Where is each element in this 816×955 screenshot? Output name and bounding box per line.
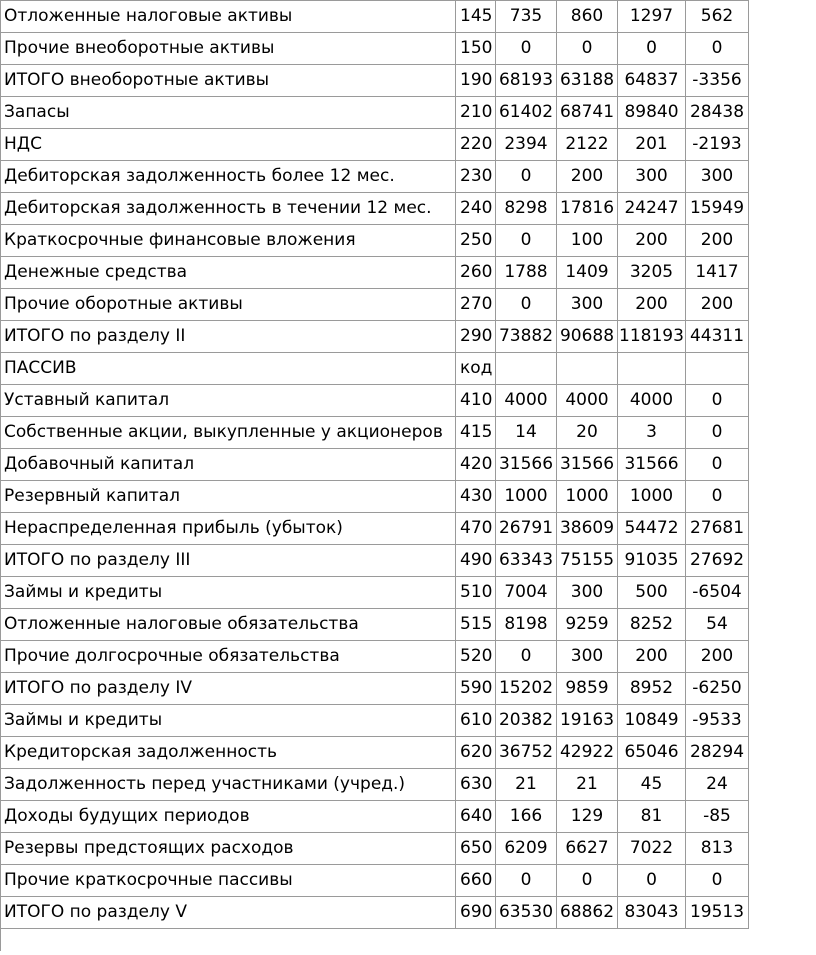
value-cell-2: 6627: [557, 833, 618, 865]
value-cell-3: 83043: [618, 897, 686, 929]
table-row: [1, 257, 749, 289]
row-code: 290: [456, 321, 496, 353]
value-cell-1: 7004: [496, 577, 557, 609]
table-row: [1, 545, 749, 577]
table-row: [1, 417, 749, 449]
row-label: НДС: [1, 129, 456, 161]
table-row: [1, 161, 749, 193]
value-cell-3: 91035: [618, 545, 686, 577]
value-cell-4: 28438: [686, 97, 749, 129]
value-cell-2: 68741: [557, 97, 618, 129]
value-cell-2: 63188: [557, 65, 618, 97]
value-cell-3: 31566: [618, 449, 686, 481]
empty-row: [1, 929, 749, 952]
value-cell-4: 27692: [686, 545, 749, 577]
value-cell-4: 0: [686, 385, 749, 417]
value-cell-2: 300: [557, 577, 618, 609]
value-cell-2: 300: [557, 641, 618, 673]
value-cell-4: 300: [686, 161, 749, 193]
row-label: Запасы: [1, 97, 456, 129]
value-cell-1: 8298: [496, 193, 557, 225]
table-row: [1, 769, 749, 801]
row-label: Добавочный капитал: [1, 449, 456, 481]
value-cell-4: 562: [686, 1, 749, 33]
value-cell-4: 200: [686, 289, 749, 321]
row-code: 230: [456, 161, 496, 193]
row-code: 470: [456, 513, 496, 545]
value-cell-3: 4000: [618, 385, 686, 417]
empty-cell: [618, 929, 686, 952]
row-label: ИТОГО по разделу III: [1, 545, 456, 577]
value-cell-4: 813: [686, 833, 749, 865]
table-row: [1, 641, 749, 673]
row-label: Дебиторская задолженность в течении 12 мес.: [1, 193, 456, 225]
table-row: [1, 609, 749, 641]
value-cell-2: 100: [557, 225, 618, 257]
value-cell-4: 28294: [686, 737, 749, 769]
row-code: 190: [456, 65, 496, 97]
value-cell-1: 6209: [496, 833, 557, 865]
value-cell-2: 0: [557, 865, 618, 897]
value-cell-3: 300: [618, 161, 686, 193]
value-cell-2: 300: [557, 289, 618, 321]
table-row: [1, 449, 749, 481]
row-label: ИТОГО внеоборотные активы: [1, 65, 456, 97]
value-cell-3: [618, 353, 686, 385]
table-row: [1, 801, 749, 833]
row-code: 250: [456, 225, 496, 257]
row-label: Денежные средства: [1, 257, 456, 289]
empty-cell: [557, 929, 618, 952]
row-label: Задолженность перед участниками (учред.): [1, 769, 456, 801]
table-row: [1, 481, 749, 513]
value-cell-1: 4000: [496, 385, 557, 417]
value-cell-2: 75155: [557, 545, 618, 577]
value-cell-3: 81: [618, 801, 686, 833]
row-code: 145: [456, 1, 496, 33]
value-cell-4: 0: [686, 417, 749, 449]
value-cell-4: -2193: [686, 129, 749, 161]
row-label: Отложенные налоговые активы: [1, 1, 456, 33]
table-row: [1, 737, 749, 769]
row-code: 515: [456, 609, 496, 641]
value-cell-3: 3: [618, 417, 686, 449]
row-code: 410: [456, 385, 496, 417]
table-row: [1, 65, 749, 97]
value-cell-3: 65046: [618, 737, 686, 769]
row-code: 660: [456, 865, 496, 897]
row-label: ПАССИВ: [1, 353, 456, 385]
value-cell-1: 0: [496, 641, 557, 673]
table-row: [1, 193, 749, 225]
value-cell-2: 860: [557, 1, 618, 33]
value-cell-4: -6504: [686, 577, 749, 609]
row-code: 415: [456, 417, 496, 449]
empty-cell: [1, 929, 456, 952]
row-label: Дебиторская задолженность более 12 мес.: [1, 161, 456, 193]
row-code: 610: [456, 705, 496, 737]
value-cell-3: 201: [618, 129, 686, 161]
row-code: 620: [456, 737, 496, 769]
value-cell-2: 1000: [557, 481, 618, 513]
value-cell-3: 8252: [618, 609, 686, 641]
value-cell-4: 0: [686, 449, 749, 481]
value-cell-4: 54: [686, 609, 749, 641]
value-cell-1: 0: [496, 865, 557, 897]
row-code: код: [456, 353, 496, 385]
value-cell-2: 20: [557, 417, 618, 449]
value-cell-1: 0: [496, 33, 557, 65]
value-cell-1: 735: [496, 1, 557, 33]
value-cell-2: 0: [557, 33, 618, 65]
value-cell-4: 24: [686, 769, 749, 801]
value-cell-3: 54472: [618, 513, 686, 545]
row-label: Собственные акции, выкупленные у акционеров: [1, 417, 456, 449]
value-cell-3: 1000: [618, 481, 686, 513]
row-label: Краткосрочные финансовые вложения: [1, 225, 456, 257]
row-label: Займы и кредиты: [1, 577, 456, 609]
value-cell-2: 38609: [557, 513, 618, 545]
value-cell-2: 2122: [557, 129, 618, 161]
row-code: 690: [456, 897, 496, 929]
value-cell-2: 200: [557, 161, 618, 193]
value-cell-2: 42922: [557, 737, 618, 769]
value-cell-1: 0: [496, 161, 557, 193]
value-cell-1: 20382: [496, 705, 557, 737]
value-cell-1: 14: [496, 417, 557, 449]
row-code: 220: [456, 129, 496, 161]
row-code: 520: [456, 641, 496, 673]
row-code: 650: [456, 833, 496, 865]
table-row: [1, 513, 749, 545]
row-label: Кредиторская задолженность: [1, 737, 456, 769]
value-cell-4: -85: [686, 801, 749, 833]
empty-cell: [496, 929, 557, 952]
value-cell-1: 2394: [496, 129, 557, 161]
value-cell-3: 10849: [618, 705, 686, 737]
row-label: Прочие долгосрочные обязательства: [1, 641, 456, 673]
value-cell-4: -6250: [686, 673, 749, 705]
row-label: Доходы будущих периодов: [1, 801, 456, 833]
value-cell-3: 24247: [618, 193, 686, 225]
value-cell-3: 3205: [618, 257, 686, 289]
value-cell-3: 1297: [618, 1, 686, 33]
value-cell-2: [557, 353, 618, 385]
row-label: Прочие внеоборотные активы: [1, 33, 456, 65]
table-body: [1, 1, 749, 952]
row-label: Отложенные налоговые обязательства: [1, 609, 456, 641]
row-code: 640: [456, 801, 496, 833]
value-cell-2: 129: [557, 801, 618, 833]
table-row: [1, 705, 749, 737]
value-cell-1: 21: [496, 769, 557, 801]
row-code: 210: [456, 97, 496, 129]
value-cell-2: 9259: [557, 609, 618, 641]
value-cell-3: 200: [618, 289, 686, 321]
value-cell-1: 36752: [496, 737, 557, 769]
value-cell-1: [496, 353, 557, 385]
value-cell-3: 0: [618, 865, 686, 897]
row-code: 270: [456, 289, 496, 321]
value-cell-4: 200: [686, 225, 749, 257]
row-label: Прочие оборотные активы: [1, 289, 456, 321]
row-code: 630: [456, 769, 496, 801]
table-row: [1, 289, 749, 321]
table-row: [1, 897, 749, 929]
row-code: 490: [456, 545, 496, 577]
table-row: [1, 1, 749, 33]
empty-cell: [686, 929, 749, 952]
value-cell-1: 0: [496, 225, 557, 257]
value-cell-1: 68193: [496, 65, 557, 97]
value-cell-4: [686, 353, 749, 385]
table-row: [1, 97, 749, 129]
value-cell-3: 0: [618, 33, 686, 65]
table-row: [1, 385, 749, 417]
table-row: [1, 865, 749, 897]
value-cell-2: 31566: [557, 449, 618, 481]
value-cell-3: 45: [618, 769, 686, 801]
value-cell-4: 0: [686, 865, 749, 897]
value-cell-3: 89840: [618, 97, 686, 129]
value-cell-2: 19163: [557, 705, 618, 737]
row-code: 590: [456, 673, 496, 705]
table-row: [1, 129, 749, 161]
row-code: 240: [456, 193, 496, 225]
value-cell-3: 500: [618, 577, 686, 609]
value-cell-1: 63343: [496, 545, 557, 577]
value-cell-4: 0: [686, 33, 749, 65]
value-cell-4: 0: [686, 481, 749, 513]
table-row: [1, 33, 749, 65]
value-cell-4: 44311: [686, 321, 749, 353]
value-cell-4: -9533: [686, 705, 749, 737]
value-cell-1: 1788: [496, 257, 557, 289]
value-cell-3: 200: [618, 641, 686, 673]
value-cell-4: -3356: [686, 65, 749, 97]
value-cell-1: 63530: [496, 897, 557, 929]
value-cell-3: 118193: [618, 321, 686, 353]
row-label: Нераспределенная прибыль (убыток): [1, 513, 456, 545]
value-cell-3: 200: [618, 225, 686, 257]
row-code: 150: [456, 33, 496, 65]
table-row: [1, 577, 749, 609]
value-cell-1: 31566: [496, 449, 557, 481]
table-row: [1, 353, 749, 385]
row-code: 510: [456, 577, 496, 609]
value-cell-3: 7022: [618, 833, 686, 865]
value-cell-4: 19513: [686, 897, 749, 929]
value-cell-2: 17816: [557, 193, 618, 225]
value-cell-1: 26791: [496, 513, 557, 545]
row-code: 420: [456, 449, 496, 481]
value-cell-2: 1409: [557, 257, 618, 289]
value-cell-2: 21: [557, 769, 618, 801]
value-cell-3: 64837: [618, 65, 686, 97]
row-label: Резервы предстоящих расходов: [1, 833, 456, 865]
row-code: 260: [456, 257, 496, 289]
value-cell-3: 8952: [618, 673, 686, 705]
value-cell-1: 1000: [496, 481, 557, 513]
value-cell-2: 68862: [557, 897, 618, 929]
value-cell-1: 166: [496, 801, 557, 833]
row-label: ИТОГО по разделу V: [1, 897, 456, 929]
table-row: [1, 321, 749, 353]
value-cell-4: 15949: [686, 193, 749, 225]
value-cell-2: 9859: [557, 673, 618, 705]
row-label: Займы и кредиты: [1, 705, 456, 737]
row-label: Уставный капитал: [1, 385, 456, 417]
row-code: 430: [456, 481, 496, 513]
value-cell-1: 0: [496, 289, 557, 321]
value-cell-1: 61402: [496, 97, 557, 129]
value-cell-2: 4000: [557, 385, 618, 417]
empty-cell: [456, 929, 496, 952]
value-cell-4: 1417: [686, 257, 749, 289]
table-row: [1, 673, 749, 705]
value-cell-1: 15202: [496, 673, 557, 705]
row-label: Прочие краткосрочные пассивы: [1, 865, 456, 897]
value-cell-4: 200: [686, 641, 749, 673]
row-label: ИТОГО по разделу II: [1, 321, 456, 353]
value-cell-4: 27681: [686, 513, 749, 545]
value-cell-1: 73882: [496, 321, 557, 353]
row-label: ИТОГО по разделу IV: [1, 673, 456, 705]
row-label: Резервный капитал: [1, 481, 456, 513]
table-row: [1, 225, 749, 257]
value-cell-1: 8198: [496, 609, 557, 641]
value-cell-2: 90688: [557, 321, 618, 353]
table-row: [1, 833, 749, 865]
